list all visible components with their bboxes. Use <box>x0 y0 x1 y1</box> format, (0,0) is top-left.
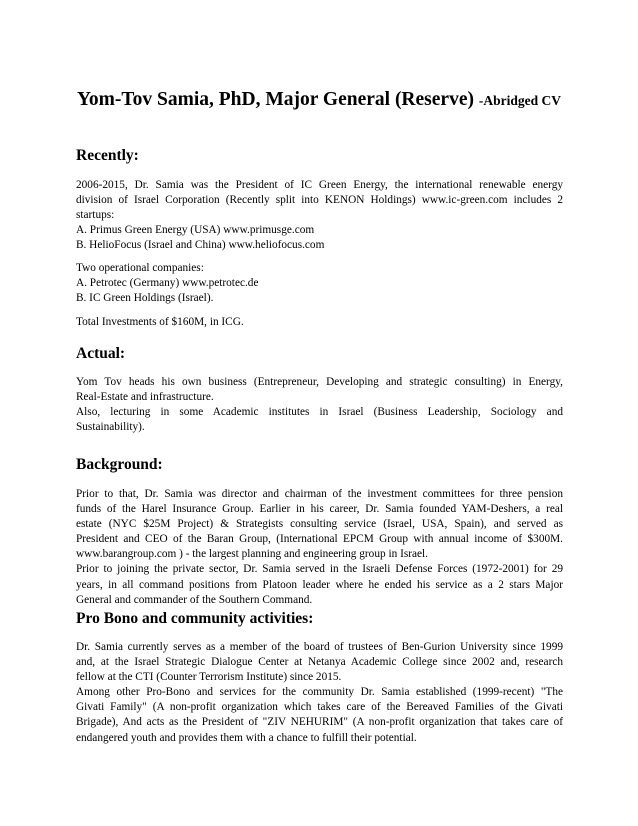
heading-background: Background: <box>76 456 163 473</box>
probono-paragraph <box>76 640 563 746</box>
text-line: endangered youth and provides them with a chance to fulfill their potential. <box>76 731 417 744</box>
text-line: Total Investments of $160M, in ICG. <box>76 316 244 328</box>
text-line: www.barangroup.com ) - the largest planning and engineering group in Israel. <box>76 548 428 561</box>
text-line: Givati Family" (A non-profit organization which takes care of the Bereaved Families of the Givati <box>76 701 563 714</box>
background-paragraph <box>76 487 563 608</box>
text-line: Also, lecturing in some Academic institutes in Israel (Business Leadership, Sociology and <box>76 406 563 419</box>
companies-paragraph <box>76 261 563 306</box>
title-main: Yom-Tov Samia, PhD, Major General (Reserve) <box>77 89 474 110</box>
text-line: Dr. Samia currently serves as a member of the board of trustees of Ben-Gurion University since 1999 <box>76 641 563 653</box>
text-line: 2006-2015, Dr. Samia was the President of IC Green Energy, the international renewable energy <box>76 179 563 191</box>
actual-paragraph <box>76 375 563 435</box>
text-line: A. Petrotec (Germany) www.petrotec.de <box>76 277 259 290</box>
text-line: years, in all command positions from Platoon leader where he ended his service as a 2 stars Major <box>76 578 563 591</box>
text-line: A. Primus Green Energy (USA) www.primusge.com <box>76 224 315 237</box>
text-line: estate (NYC $25M Project) & Strategists consulting service (Israel, USA, Spain), and served as <box>76 518 563 531</box>
text-line: Sustainability). <box>76 421 145 434</box>
text-line: B. HelioFocus (Israel and China) www.heliofocus.com <box>76 239 325 252</box>
text-line: startups: <box>76 209 115 222</box>
text-line: Yom Tov heads his own business (Entrepreneur, Developing and strategic consulting) in Energy, <box>76 376 563 388</box>
text-line: President and CEO of the Baran Group, (International EPCM Group with annual income of $300M. <box>76 533 563 546</box>
text-line: General and commander of the Southern Command. <box>76 593 313 606</box>
recently-paragraph <box>76 178 563 253</box>
text-line: and, at the Israel Strategic Dialogue Center at Netanya Academic College since 2002 and, research <box>76 656 563 669</box>
heading-probono: Pro Bono and community activities: <box>76 610 314 627</box>
text-line: Two operational companies: <box>76 262 204 274</box>
text-line: B. IC Green Holdings (Israel). <box>76 292 214 305</box>
text-line: Prior to that, Dr. Samia was director and chairman of the investment committees for three pension <box>76 488 563 500</box>
text-line: Real-Estate and infrastructure. <box>76 391 214 404</box>
text-line: Among other Pro-Bono and services for the community Dr. Samia established (1999-recent) "The <box>76 686 563 699</box>
text-line: division of Israel Corporation (Recently split into KENON Holdings) www.ic-green.com includes 2 <box>76 194 563 207</box>
title-subtitle: -Abridged CV <box>478 93 561 108</box>
text-line: funds of the Harel Insurance Group. Earlier in his career, Dr. Samia founded YAM-Deshers, a real <box>76 503 563 516</box>
text-line: Brigade), And acts as the President of "ZIV NEHURIM" (A non-profit organization that takes care of <box>76 716 563 729</box>
page-title <box>0 89 638 111</box>
text-line: Prior to joining the private sector, Dr. Samia served in the Israeli Defense Forces (1972-2001) for 29 <box>76 563 563 576</box>
total-investments <box>76 315 563 330</box>
text-line: fellow at the CTI (Counter Terrorism Institute) since 2015. <box>76 671 342 684</box>
heading-actual: Actual: <box>76 345 126 362</box>
heading-recently: Recently: <box>76 147 139 164</box>
